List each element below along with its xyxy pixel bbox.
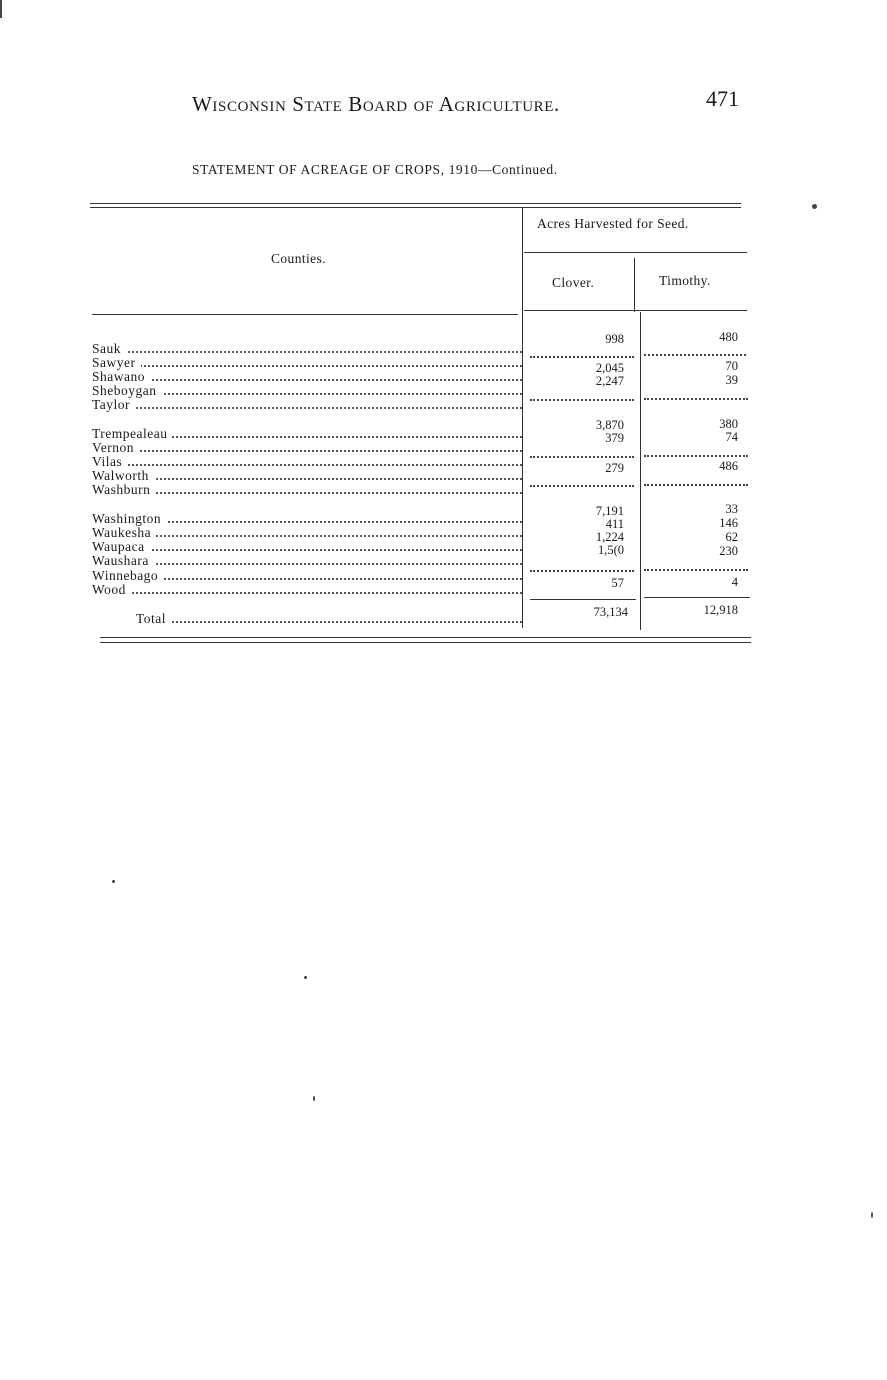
- dot-leader: [92, 535, 522, 537]
- dot-leader: [92, 351, 522, 353]
- timothy-value: 62: [725, 530, 738, 544]
- ink-speck: [812, 204, 817, 209]
- column-divider-seed-header: [634, 258, 635, 312]
- timothy-value: 33: [725, 502, 738, 516]
- county-name: Trempealeau: [92, 427, 172, 441]
- total-row: [136, 612, 522, 626]
- page-number: 471: [706, 86, 739, 111]
- county-name: Sheboygan: [92, 384, 162, 398]
- county-name: Waukesha: [92, 526, 156, 540]
- table-row: [92, 342, 522, 356]
- county-name: Wood: [92, 583, 131, 597]
- table-bottom-rule-2: [100, 642, 751, 643]
- ink-speck: [112, 880, 115, 883]
- county-name: Sauk: [92, 342, 126, 356]
- table-row: [92, 427, 522, 441]
- group-header-rule: [524, 252, 747, 253]
- empty-cell-leader: [644, 354, 746, 356]
- header-timothy: Timothy.: [659, 273, 711, 288]
- ink-speck: [304, 976, 307, 979]
- timothy-value: 380: [719, 417, 738, 431]
- timothy-value: 146: [719, 516, 738, 530]
- empty-cell-leader: [530, 456, 634, 458]
- table-row: [92, 583, 522, 597]
- county-name: Taylor: [92, 398, 135, 412]
- table-row: [92, 540, 522, 554]
- ink-speck: [0, 0, 2, 18]
- header-clover: Clover.: [552, 275, 595, 290]
- dot-leader: [136, 621, 522, 623]
- county-name: Walworth: [92, 469, 154, 483]
- table-row: [92, 370, 522, 384]
- table-row: [92, 441, 522, 455]
- timothy-value: 4: [731, 575, 738, 589]
- clover-value: 2,045: [595, 361, 624, 375]
- empty-cell-leader: [644, 455, 748, 457]
- table-top-rule-2: [90, 207, 741, 208]
- table-title: STATEMENT OF ACREAGE OF CROPS, 1910—Continued.: [192, 162, 558, 177]
- empty-cell-leader: [530, 485, 634, 487]
- timothy-value: 486: [719, 459, 738, 473]
- clover-value: 411: [605, 517, 624, 531]
- table-row: [92, 384, 522, 398]
- timothy-value: 39: [725, 373, 738, 387]
- dot-leader: [92, 365, 522, 367]
- dot-leader: [92, 478, 522, 480]
- empty-cell-leader: [530, 570, 634, 572]
- table-row: [92, 526, 522, 540]
- header-bottom-rule-left: [92, 314, 518, 315]
- county-name: Waupaca: [92, 540, 150, 554]
- county-name: Waushara: [92, 554, 154, 568]
- clover-value: 279: [605, 461, 624, 475]
- dot-leader: [92, 549, 522, 551]
- timothy-value: 74: [725, 430, 738, 444]
- clover-value: 3,870: [595, 418, 624, 432]
- county-name: Washington: [92, 512, 166, 526]
- county-name: Shawano: [92, 370, 150, 384]
- header-counties: Counties.: [271, 251, 326, 266]
- county-name: Sawyer: [92, 356, 141, 370]
- running-head: Wisconsin State Board of Agriculture.: [192, 92, 560, 116]
- dot-leader: [92, 563, 522, 565]
- clover-value: 7,191: [595, 504, 624, 518]
- table-row: [92, 569, 522, 583]
- dot-leader: [92, 407, 522, 409]
- empty-cell-leader: [644, 398, 748, 400]
- county-name: Vernon: [92, 441, 139, 455]
- clover-value: 379: [605, 431, 624, 445]
- clover-value: 2,247: [595, 374, 624, 388]
- table-row: [92, 398, 522, 412]
- column-divider-counties: [522, 208, 523, 628]
- clover-value: 1,224: [595, 530, 624, 544]
- empty-cell-leader: [644, 569, 748, 571]
- column-divider-seed: [640, 312, 641, 630]
- county-name: Winnebago: [92, 569, 163, 583]
- table-top-rule: [90, 203, 741, 204]
- total-label: Total: [136, 612, 171, 626]
- clover-value: 57: [611, 576, 624, 590]
- empty-cell-leader: [530, 399, 634, 401]
- timothy-total: 12,918: [703, 603, 738, 617]
- timothy-value: 70: [725, 359, 738, 373]
- clover-value: 1,5(0: [597, 543, 624, 557]
- ink-speck: [313, 1096, 315, 1101]
- county-name: Washburn: [92, 483, 155, 497]
- header-acres-harvested: Acres Harvested for Seed.: [537, 216, 689, 231]
- header-bottom-rule-right: [524, 310, 747, 311]
- county-name: Vilas: [92, 455, 127, 469]
- table-row: [92, 469, 522, 483]
- table-row: [92, 455, 522, 469]
- timothy-value: 480: [719, 330, 738, 344]
- table-row: [92, 483, 522, 497]
- clover-total-rule: [530, 599, 636, 600]
- table-row: [92, 554, 522, 568]
- dot-leader: [92, 464, 522, 466]
- table-bottom-rule: [100, 637, 751, 638]
- clover-value: 998: [605, 332, 624, 346]
- empty-cell-leader: [644, 484, 748, 486]
- table-row: [92, 356, 522, 370]
- dot-leader: [92, 492, 522, 494]
- clover-total: 73,134: [593, 605, 628, 619]
- timothy-total-rule: [644, 597, 750, 598]
- table-row: [92, 512, 522, 526]
- dot-leader: [92, 592, 522, 594]
- timothy-value: 230: [719, 544, 738, 558]
- dot-leader: [92, 379, 522, 381]
- ink-speck: [871, 1212, 873, 1218]
- empty-cell-leader: [530, 356, 634, 358]
- dot-leader: [92, 450, 522, 452]
